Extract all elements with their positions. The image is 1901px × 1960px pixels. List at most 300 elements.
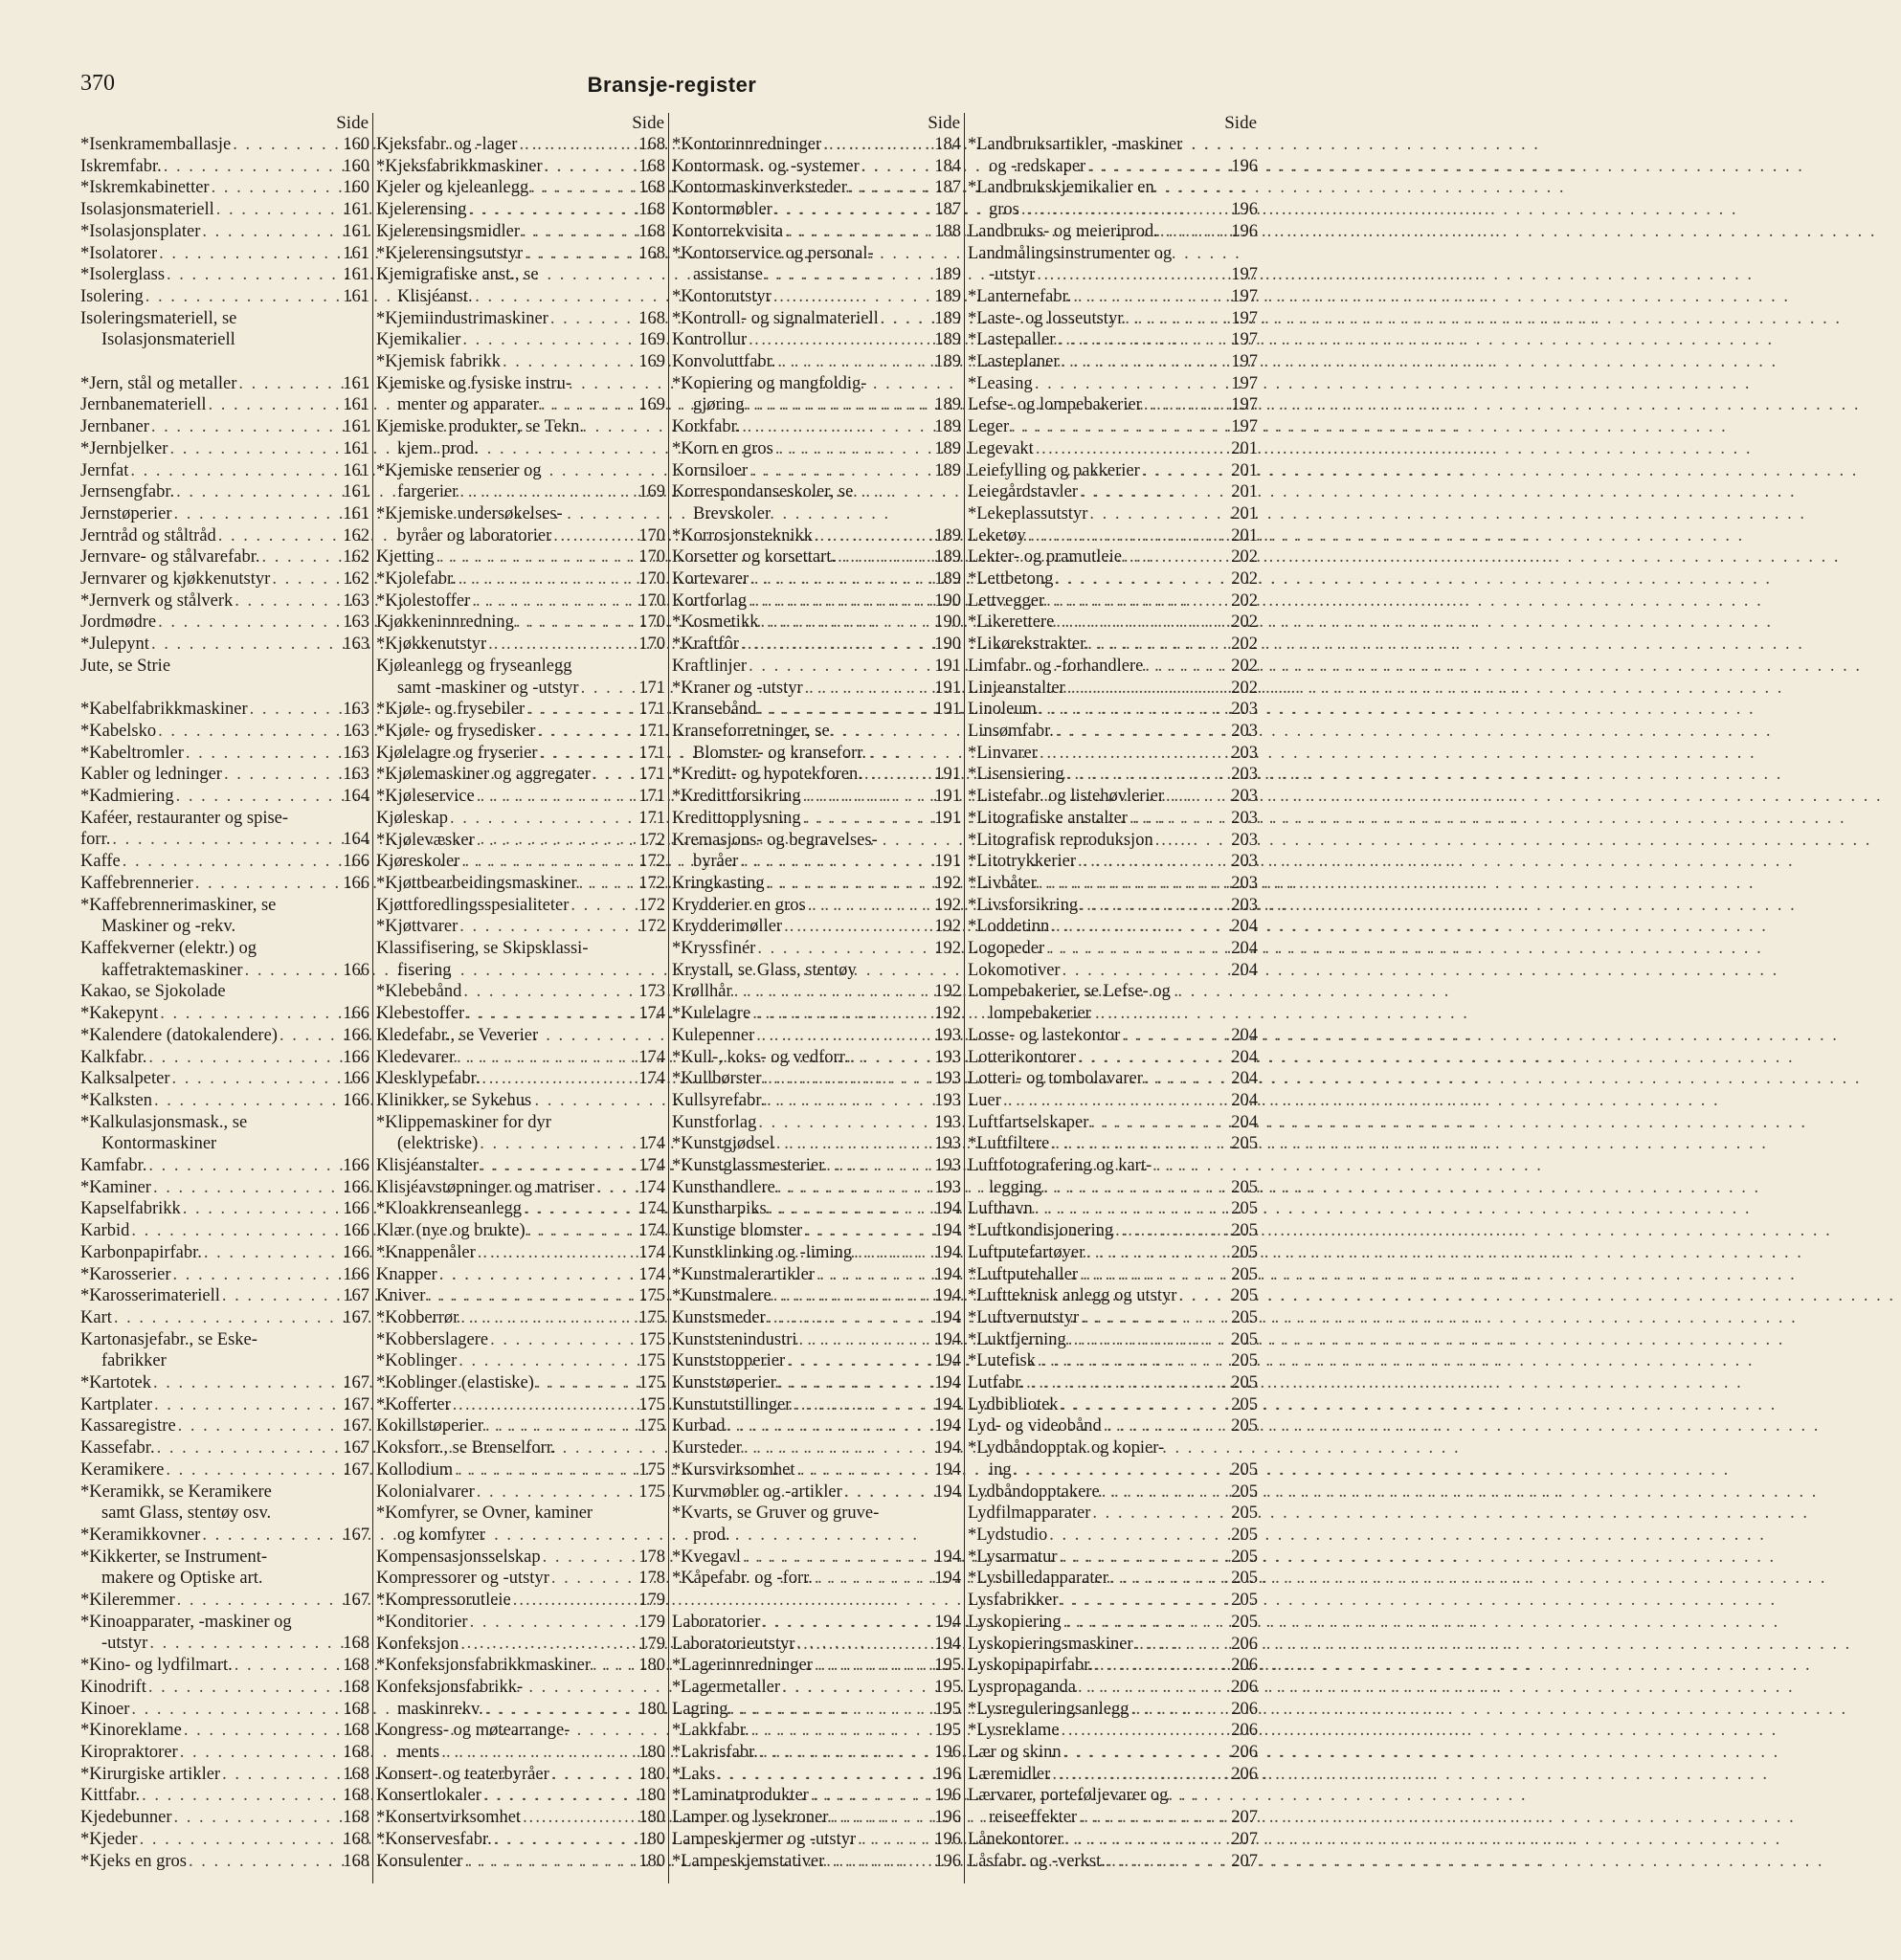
index-entry [376,1177,668,1199]
dot-leader [741,634,932,656]
index-entry [376,1785,668,1807]
entry-page: 205 [1231,1373,1258,1393]
index-entry [672,568,964,590]
index-entry [80,1090,372,1112]
entry-term: Kart [80,1307,112,1327]
entry-page: 197 [1231,395,1258,415]
entry-term: *Lagermetaller [672,1677,780,1697]
dot-leader [815,1655,932,1677]
dot-leader [245,960,342,982]
entry-page: 168 [638,200,665,220]
entry-page: 205 [1231,1503,1258,1524]
entry-page: 194 [934,1242,961,1262]
index-entry [80,1025,372,1047]
entry-term: Jernbanemateriell [80,395,207,415]
entry-term: Lær og skinn [968,1743,1062,1763]
index-entry [376,373,668,395]
index-entry [80,960,372,982]
index-entry [376,1350,668,1372]
dot-leader [494,1829,637,1851]
index-entry [80,394,372,416]
entry-term: Korkfabr. [672,417,741,437]
entry-term: Kjøleskap [376,808,449,828]
index-entry [80,308,372,330]
dot-leader [233,134,341,156]
entry-term: Lyskopieringsmaskiner [968,1634,1133,1654]
index-entry [672,1481,964,1503]
entry-page: 166 [343,873,369,893]
entry-page: 206 [1231,1699,1258,1719]
dot-leader [1011,416,1229,438]
index-entry [672,678,964,700]
entry-page: 189 [934,547,961,568]
index-entry [80,1242,372,1264]
entry-page: 202 [1231,547,1258,568]
entry-term: *Kakepynt [80,1004,159,1024]
entry-page: 205 [1231,1242,1258,1262]
dot-leader [858,1829,932,1851]
dot-leader [830,1807,932,1829]
entry-term: *Kjøleservice [376,787,475,807]
entry-page: 166 [343,1090,369,1110]
dot-leader [1079,1807,1229,1829]
dot-leader [1040,743,1229,765]
entry-term: Maskiner og -rekv. [101,917,236,937]
index-entry [376,634,668,656]
entry-page: 162 [343,569,369,590]
entry-term: forr. [80,830,111,850]
entry-term: Kjøkkeninnredning [376,612,514,633]
dot-leader [485,1699,637,1721]
entry-term: Lydbåndopptakere [968,1481,1100,1502]
entry-page: 168 [638,308,665,328]
entry-term: Kontormaskinverksteder [672,178,847,198]
entry-page: 180 [638,1743,665,1763]
index-entry [968,156,1261,178]
index-entry [968,1112,1261,1134]
dot-leader [478,1242,637,1264]
dot-leader [1095,1655,1229,1677]
entry-term: Kontorrekvisita [672,221,784,241]
entry-page: 161 [343,265,369,285]
entry-term: *Konservesfabr. [376,1829,492,1849]
index-entry [672,1525,964,1547]
entry-page: 204 [1231,1069,1258,1089]
dot-leader [551,1568,637,1590]
entry-term: *Lysreguleringsanlegg [968,1699,1129,1719]
index-entry [80,938,372,960]
index-entry [80,546,372,568]
dot-leader [743,1547,932,1569]
dot-leader [272,568,341,590]
entry-term: gros [989,200,1019,220]
entry-term: Kabler og ledninger [80,765,222,785]
index-entry [672,634,964,656]
index-entry [672,851,964,873]
entry-page: 207 [1231,1808,1258,1828]
entry-term: *Lutefisk [968,1351,1036,1371]
entry-page: 171 [638,787,665,807]
index-entry [672,830,964,852]
entry-page: 164 [343,830,369,850]
index-entry [376,1481,668,1503]
entry-page: 205 [1231,1481,1258,1502]
entry-term: Kjemikalier [376,330,461,350]
dot-leader [151,634,341,656]
entry-page: 205 [1231,1459,1258,1480]
entry-page: 166 [343,1199,369,1219]
entry-page: 207 [1231,1851,1258,1871]
index-entry [672,1720,964,1742]
dot-leader [189,1851,341,1873]
index-entry [376,916,668,938]
dot-leader [760,612,932,634]
entry-term: Laboratorier [672,1612,761,1632]
entry-term: *Landbruksartikler, -maskiner [968,135,1183,154]
dot-leader [550,308,637,330]
index-entry [376,1198,668,1220]
entry-term: Kontrollur [672,330,748,350]
index-entry [376,416,668,438]
index-entry [672,743,964,765]
index-entry [80,829,372,851]
entry-term: *Litografiske anstalter [968,808,1128,828]
index-entry [968,1612,1261,1634]
entry-term: Jernvarer og kjøkkenutstyr [80,569,271,590]
dot-leader [490,1329,637,1351]
index-entry [672,1568,964,1590]
entry-term: Kursteder [672,1438,742,1459]
entry-term: Korsetter og korsettart. [672,547,837,568]
dot-leader [472,590,637,612]
dot-leader [785,221,932,243]
entry-term: *Kjeksfabrikkmaskiner [376,156,543,176]
index-entry [80,1415,372,1437]
entry-page: 204 [1231,1047,1258,1067]
entry-term: Kortforlag [672,590,748,611]
entry-page: 174 [638,1177,665,1197]
dot-leader [1068,1329,1229,1351]
index-entry [376,938,668,960]
dot-leader [183,1198,341,1220]
entry-term: Kamfabr. [80,1156,147,1176]
index-entry [80,612,372,634]
index-entry [376,1699,668,1721]
entry-term: Kassaregistre [80,1416,176,1437]
entry-page: 194 [934,1416,961,1437]
entry-page: 196 [934,1786,961,1806]
dot-leader [202,1525,341,1547]
entry-page: 187 [934,178,961,198]
entry-page: 203 [1231,830,1258,850]
entry-page: 167 [343,1438,369,1459]
dot-leader [176,481,341,503]
dot-leader [280,1025,341,1047]
entry-term: samt -maskiner og -utstyr [397,678,579,698]
entry-term: fisering [397,960,452,980]
entry-page: 167 [343,1373,369,1393]
entry-term: *Koblinger (elastiske) [376,1373,534,1393]
index-column-2 [376,113,669,1883]
entry-term: Lokomotiver [968,960,1061,980]
dot-leader [1080,1264,1229,1286]
entry-page: 170 [638,569,665,590]
dot-leader [436,546,637,568]
entry-term: lompebakerier [989,1004,1091,1024]
index-entry [968,438,1261,460]
entry-term: Lufthavn [968,1199,1033,1219]
index-entry [968,1525,1261,1547]
dot-leader [1060,1547,1230,1569]
index-entry [80,460,372,482]
index-entry [80,1285,372,1307]
index-entry [376,1068,668,1090]
entry-page: 163 [343,612,369,633]
entry-page: 202 [1231,569,1258,590]
entry-page: 161 [343,417,369,437]
entry-term: *Laks [672,1764,716,1784]
entry-term: Isoleringsmateriell, se [80,308,237,328]
dot-leader [734,981,933,1003]
entry-term: *Laste- og losseutstyr [968,308,1124,328]
dot-leader [1107,1851,1229,1873]
entry-term: *Korn en gros [672,438,773,458]
dot-leader [815,525,932,547]
entry-page: 189 [934,286,961,306]
entry-page: 161 [343,221,369,241]
entry-term: *Iskremkabinetter [80,178,210,198]
index-entry [80,1633,372,1655]
entry-page: 175 [638,1329,665,1349]
entry-term: Brevskoler [693,503,772,523]
index-entry [376,525,668,547]
dot-leader [460,1307,637,1329]
entry-term: *Landbrukskjemikalier en [968,178,1154,198]
dot-leader [784,916,932,938]
index-entry [968,568,1261,590]
index-entry [672,1112,964,1134]
dot-leader [541,394,637,416]
dot-leader [764,1068,933,1090]
entry-page: 168 [343,1743,369,1762]
dot-leader [823,134,932,156]
index-entry [376,590,668,612]
entry-term: Kaffe [80,852,121,872]
index-entry [376,1112,668,1134]
entry-page: 168 [638,156,665,176]
entry-page: 205 [1231,1351,1258,1371]
entry-page: 171 [638,743,665,763]
index-entry [376,721,668,743]
entry-term: Konfeksjonsfabrikk- [376,1677,524,1697]
entry-term: Kornsiloer [672,460,749,480]
entry-term: Lysfabrikker [968,1591,1059,1611]
entry-term: gjøring [693,395,745,415]
dot-leader [522,221,637,243]
index-entry [80,1220,372,1242]
dot-leader [1061,1394,1230,1416]
dot-leader [173,1264,342,1286]
index-entry [80,1503,372,1525]
entry-term: *Kaminer [80,1177,151,1197]
entry-term: Jernstøperier [80,503,172,523]
entry-term: *Kompressorutleie [376,1591,511,1611]
index-entry [672,416,964,438]
dot-leader [477,830,637,852]
entry-page: 196 [1231,156,1258,176]
index-entry [968,394,1261,416]
entry-term: *Kryssfinér [672,939,756,959]
entry-term: Kjetting [376,547,435,568]
index-entry [376,851,668,873]
dot-leader [184,1720,341,1742]
dot-leader [767,873,933,895]
entry-term: *Kjøle- og frysebiler [376,700,526,720]
dot-leader [727,1415,932,1437]
entry-page: 174 [638,1156,665,1176]
dot-leader [466,1003,637,1025]
entry-term: prod. [693,1526,730,1545]
dot-leader [751,1720,933,1742]
dot-leader [172,1068,342,1090]
dot-leader [1061,1590,1230,1612]
entry-term: Linoleum [968,700,1037,720]
entry-term: *Kjemiske undersøkelses- [376,503,563,523]
entry-page: 205 [1231,1199,1258,1219]
index-entry [80,634,372,656]
entry-page: 193 [934,1090,961,1110]
dot-leader [1044,1177,1230,1199]
entry-term: *Komfyrer, se Ovner, kaminer [376,1503,593,1524]
entry-page: 163 [343,590,369,611]
entry-term: maskinrekv. [397,1699,483,1719]
dot-leader [1021,199,1229,221]
entry-page: 197 [1231,308,1258,328]
index-entry [80,1372,372,1394]
entry-page: 194 [934,1221,961,1241]
entry-term: Krøllhår [672,982,732,1002]
entry-page: 205 [1231,1329,1258,1349]
dot-leader [167,264,341,286]
dot-leader [1090,1112,1229,1134]
index-entry [376,656,668,678]
entry-page: 192 [934,917,961,937]
index-entry [968,743,1261,765]
index-entry [672,1547,964,1569]
entry-term: Kulepenner [672,1025,755,1045]
dot-leader [804,1220,932,1242]
index-entry [968,873,1261,895]
entry-term: *Kabeltromler [80,743,184,763]
entry-page: 196 [1231,221,1258,241]
entry-page: 197 [1231,417,1258,437]
entry-term: *Lampeskjemstativer [672,1851,825,1871]
entry-page: 168 [343,1829,369,1849]
entry-term: *Klippemaskiner for dyr [376,1112,551,1132]
entry-page: 160 [343,178,369,198]
dot-leader [1056,612,1229,634]
entry-page: 160 [343,135,369,154]
index-entry [968,1481,1261,1503]
index-entry [968,1047,1261,1069]
entry-term: Jernbaner [80,417,149,437]
index-entry [672,764,964,786]
entry-page: 192 [934,939,961,959]
entry-term: Lamper og lysekroner [672,1808,829,1828]
dot-leader [826,1155,932,1177]
index-entry [80,1133,372,1155]
index-entry [968,1699,1261,1721]
index-entry [376,1025,668,1047]
entry-page: 189 [934,438,961,458]
dot-leader [178,1415,342,1437]
index-entry [968,1785,1261,1807]
index-entry [376,1634,668,1656]
entry-term: Lampeskjermer og -utstyr [672,1829,857,1849]
dot-leader [1081,1307,1229,1329]
dot-leader [1037,264,1229,286]
dot-leader [1142,460,1229,482]
index-entry [376,1285,668,1307]
entry-page: 206 [1231,1721,1258,1741]
index-entry [968,1068,1261,1090]
entry-page: 172 [638,852,665,872]
entry-term: Kunstutstillinger [672,1394,792,1414]
dot-leader [776,1133,932,1155]
dot-leader [222,1764,341,1786]
index-entry [968,1764,1261,1786]
entry-term: *Luftteknisk anlegg og utstyr [968,1286,1177,1306]
entry-term: *Linvarer [968,743,1038,763]
entry-term: Kjeler og kjeleanlegg [376,178,529,198]
index-entry [968,1264,1261,1286]
index-entry [80,1307,372,1329]
entry-term: *Konditorier [376,1612,468,1632]
entry-term: samt Glass, stentøy osv. [101,1503,272,1524]
entry-term: Klisjéanst. [397,286,473,306]
entry-term: *Isolerglass [80,265,166,285]
dot-leader [166,1459,341,1481]
dot-leader [1155,830,1230,852]
entry-term: *Lydstudio [968,1526,1048,1545]
index-entry [968,764,1261,786]
dot-leader [151,416,341,438]
entry-page: 194 [934,1481,961,1502]
index-entry [672,1242,964,1264]
entry-page: 187 [934,200,961,220]
index-entry [672,1025,964,1047]
entry-page: 162 [343,525,369,546]
entry-term: *Kadmiering [80,787,174,807]
index-entry [968,373,1261,395]
index-entry [376,460,668,482]
entry-page: 163 [343,765,369,785]
entry-page: 206 [1231,1677,1258,1697]
entry-term: Kontormask. og -systemer [672,156,860,176]
entry-term: Kaffebrennerier [80,873,193,893]
entry-term: (elektriske) [397,1134,479,1154]
index-entry [376,199,668,221]
entry-term: *Kull-, koks- og vedforr. [672,1047,849,1067]
index-entry [376,830,668,852]
index-entry [968,481,1261,503]
index-entry [968,1655,1261,1677]
entry-page: 189 [934,330,961,350]
entry-page: 168 [638,135,665,154]
entry-page: 192 [934,1004,961,1024]
index-entry [672,1329,964,1351]
entry-page: 166 [343,1004,369,1024]
